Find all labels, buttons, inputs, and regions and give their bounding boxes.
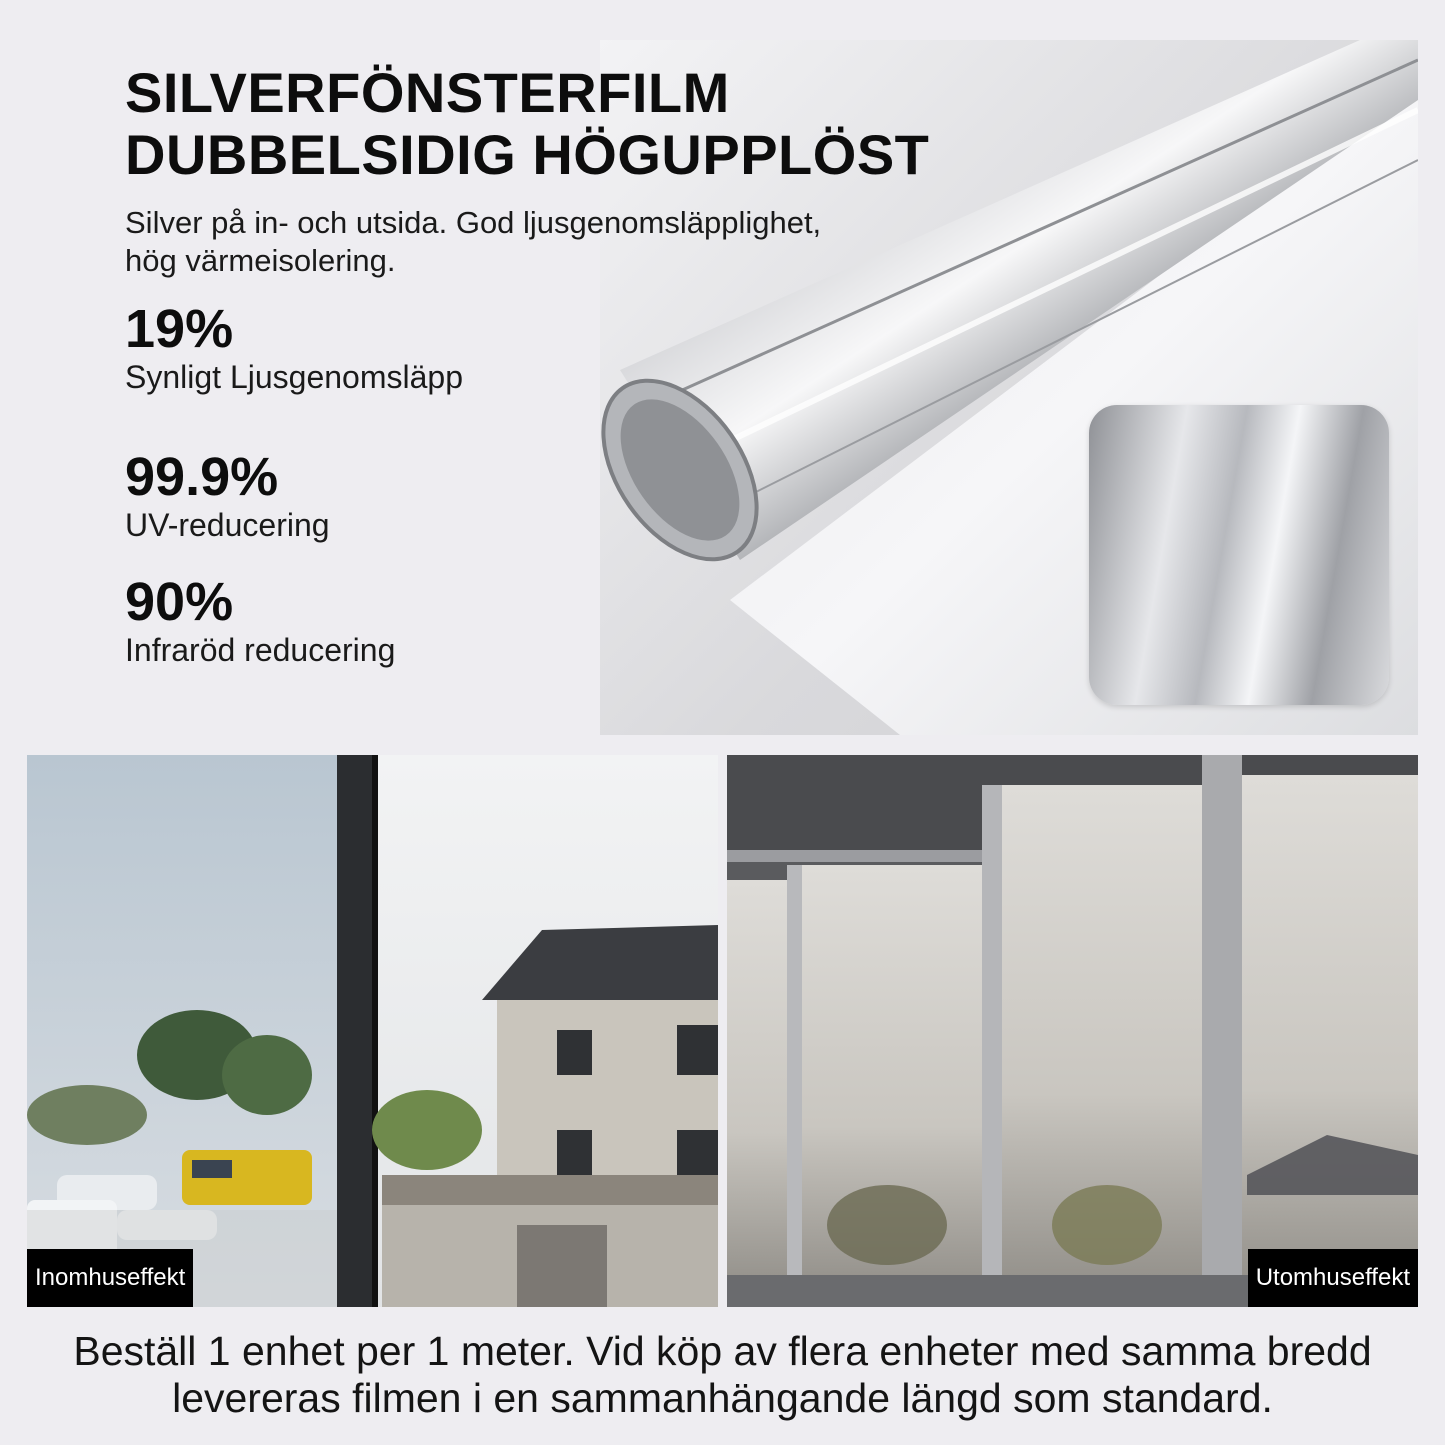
product-title-line2: DUBBELSIDIG HÖGUPPLÖST — [125, 123, 930, 186]
outdoor-effect-photo — [727, 755, 1418, 1307]
stat-uv — [125, 448, 330, 544]
stat-infrared — [125, 573, 395, 669]
indoor-effect-photo — [27, 755, 718, 1307]
indoor-effect-caption: Inomhuseffekt — [27, 1249, 193, 1307]
outdoor-effect-caption: Utomhuseffekt — [1248, 1249, 1418, 1307]
stat-value: 90% — [125, 572, 234, 632]
product-title-line1: SILVERFÖNSTERFILM — [125, 61, 730, 124]
stat-label: Synligt Ljusgenomsläpp — [125, 359, 463, 395]
film-closeup-inset — [1089, 405, 1389, 705]
stat-value: 19% — [125, 299, 234, 359]
stat-visible-light — [125, 300, 463, 396]
stat-value: 99.9% — [125, 447, 279, 507]
stat-label: Infraröd reducering — [125, 632, 396, 668]
product-title — [125, 62, 929, 186]
product-subtitle: Silver på in- och utsida. God ljusgenomsläpplighet, hög värmeisolering. — [125, 205, 822, 278]
order-note: Beställ 1 enhet per 1 meter. Vid köp av flera enheter med samma bredd levereras filmen i en sammanhängande längd som standard. — [73, 1328, 1372, 1421]
stat-label: UV-reducering — [125, 507, 330, 543]
